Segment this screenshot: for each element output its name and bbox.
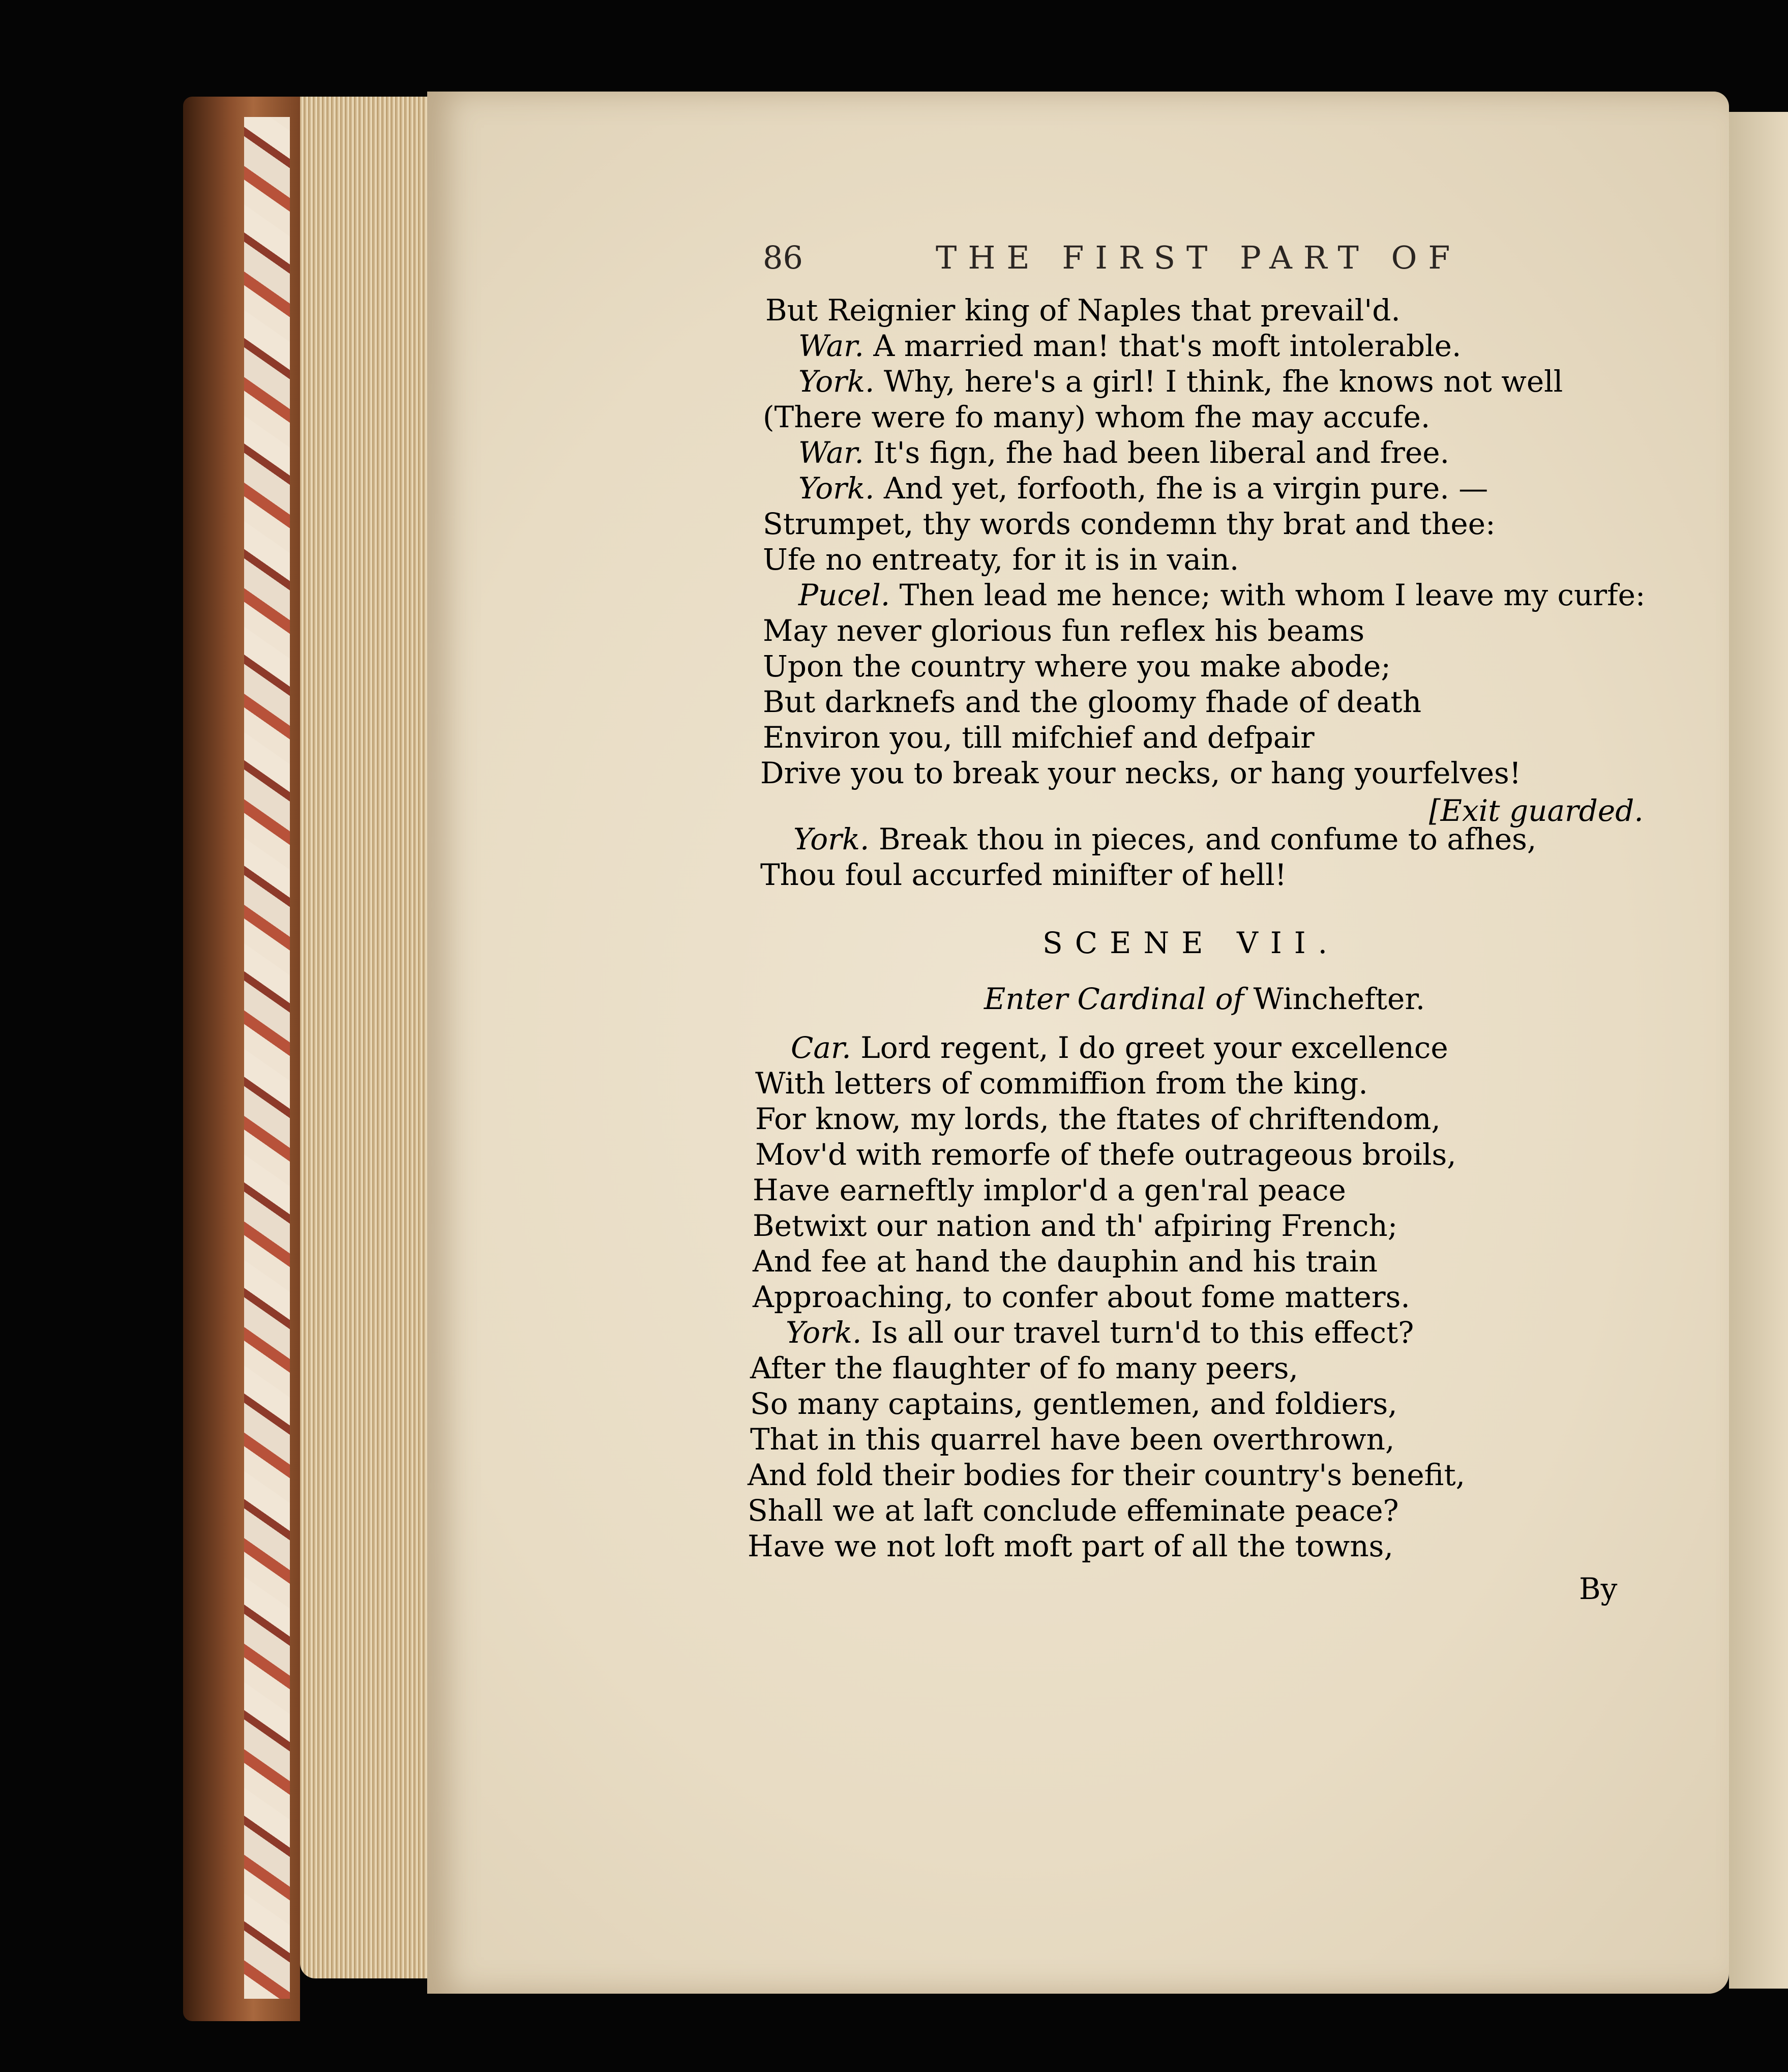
page-number: 86 <box>763 239 803 276</box>
verse-line <box>750 1350 1298 1386</box>
entrance-italic: Enter Cardinal of <box>984 982 1244 1016</box>
entrance-name: Winchefter. <box>1253 982 1425 1016</box>
verse-line <box>748 1457 1465 1493</box>
line-text: After the flaughter of fo many peers, <box>750 1351 1298 1385</box>
line-text: Then lead me hence; with whom I leave my curfe: <box>899 578 1646 612</box>
line-text: Upon the country where you make abode; <box>763 649 1391 684</box>
verse-line <box>750 1386 1397 1422</box>
line-text: And yet, forfooth, fhe is a virgin pure. — <box>883 471 1488 506</box>
verse-line <box>753 1208 1397 1244</box>
verse-line <box>793 821 1536 857</box>
page-edges <box>300 97 432 1978</box>
line-text: Strumpet, thy words condemn thy brat and thee: <box>763 507 1496 541</box>
exit-direction: [Exit guarded. <box>1429 793 1644 828</box>
running-head <box>763 239 1627 295</box>
line-text: (There were fo many) whom fhe may accufe. <box>763 400 1431 434</box>
line-text: A married man! that's moft intolerable. <box>873 329 1462 363</box>
verse-line <box>763 684 1421 720</box>
line-text: Betwixt our nation and th' afpiring French; <box>753 1208 1398 1243</box>
line-text: With letters of commiffion from the king. <box>755 1066 1368 1101</box>
verse-line <box>748 1493 1399 1528</box>
line-text: For know, my lords, the ftates of chriftendom, <box>755 1102 1441 1136</box>
verse-line <box>760 755 1521 791</box>
verse-line <box>760 857 1287 893</box>
verse-line <box>786 1315 1414 1350</box>
speaker-name: War. <box>798 329 864 363</box>
speaker-name: Car. <box>791 1030 851 1065</box>
speaker-name: York. <box>793 822 870 856</box>
verse-line <box>753 1244 1378 1279</box>
verse-line <box>798 328 1461 364</box>
line-text: But Reignier king of Naples that prevail'd. <box>765 293 1400 328</box>
line-text: Ufe no entreaty, for it is in vain. <box>763 542 1239 577</box>
line-text: Is all our travel turn'd to this effect? <box>871 1315 1414 1350</box>
line-text: Have we not loft moft part of all the towns, <box>748 1529 1393 1563</box>
verse-line <box>753 1172 1346 1208</box>
line-text: It's fign, fhe had been liberal and free. <box>873 435 1450 470</box>
verse-line <box>763 613 1364 648</box>
verse-line <box>798 577 1645 613</box>
facing-page-edge <box>1729 112 1788 1989</box>
line-text: Have earneftly implor'd a gen'ral peace <box>753 1173 1346 1207</box>
line-text: Mov'd with remorfe of thefe outrageous broils, <box>755 1137 1456 1172</box>
entrance-direction <box>984 982 1425 1016</box>
scene-heading: SCENE VII. <box>1042 926 1340 960</box>
verse-line <box>753 1279 1410 1315</box>
verse-line <box>791 1030 1448 1065</box>
line-text: May never glorious fun reflex his beams <box>763 613 1365 648</box>
speaker-name: York. <box>798 471 875 506</box>
verse-line <box>748 1528 1393 1564</box>
speaker-name: Pucel. <box>798 578 890 612</box>
line-text: And fold their bodies for their country's benefit, <box>748 1458 1466 1492</box>
verse-line <box>765 292 1400 328</box>
line-text: Approaching, to confer about fome matters. <box>753 1280 1410 1314</box>
verse-line <box>750 1422 1394 1457</box>
line-text: Break thou in pieces, and confume to afhes, <box>878 822 1537 856</box>
speaker-name: York. <box>786 1315 862 1350</box>
verse-line <box>763 720 1315 755</box>
line-text: But darknefs and the gloomy fhade of death <box>763 685 1422 719</box>
line-text: So many captains, gentlemen, and foldiers, <box>750 1386 1397 1421</box>
verse-line <box>763 648 1391 684</box>
line-text: Shall we at laft conclude effeminate peace? <box>748 1493 1399 1528</box>
verse-line <box>755 1137 1456 1172</box>
running-title: THE FIRST PART OF <box>936 239 1462 276</box>
line-text: Environ you, till mifchief and defpair <box>763 720 1315 755</box>
line-text: Drive you to break your necks, or hang yourfelves! <box>760 756 1522 790</box>
verse-line <box>755 1101 1441 1137</box>
line-text: That in this quarrel have been overthrown, <box>750 1422 1395 1457</box>
verse-line <box>798 364 1563 399</box>
line-text: Why, here's a girl! I think, fhe knows not well <box>883 364 1563 399</box>
speaker-name: York. <box>798 364 875 399</box>
catchword: By <box>1579 1572 1618 1606</box>
verse-line <box>763 399 1430 435</box>
line-text: Lord regent, I do greet your excellence <box>860 1030 1448 1065</box>
marbled-endpaper <box>244 117 290 1999</box>
line-text: Thou foul accurfed minifter of hell! <box>760 857 1287 892</box>
verse-line <box>755 1065 1368 1101</box>
verse-line <box>763 506 1496 542</box>
line-text: And fee at hand the dauphin and his train <box>753 1244 1378 1279</box>
verse-line <box>798 470 1488 506</box>
verse-line <box>763 542 1239 577</box>
verse-line <box>798 435 1449 470</box>
speaker-name: War. <box>798 435 864 470</box>
